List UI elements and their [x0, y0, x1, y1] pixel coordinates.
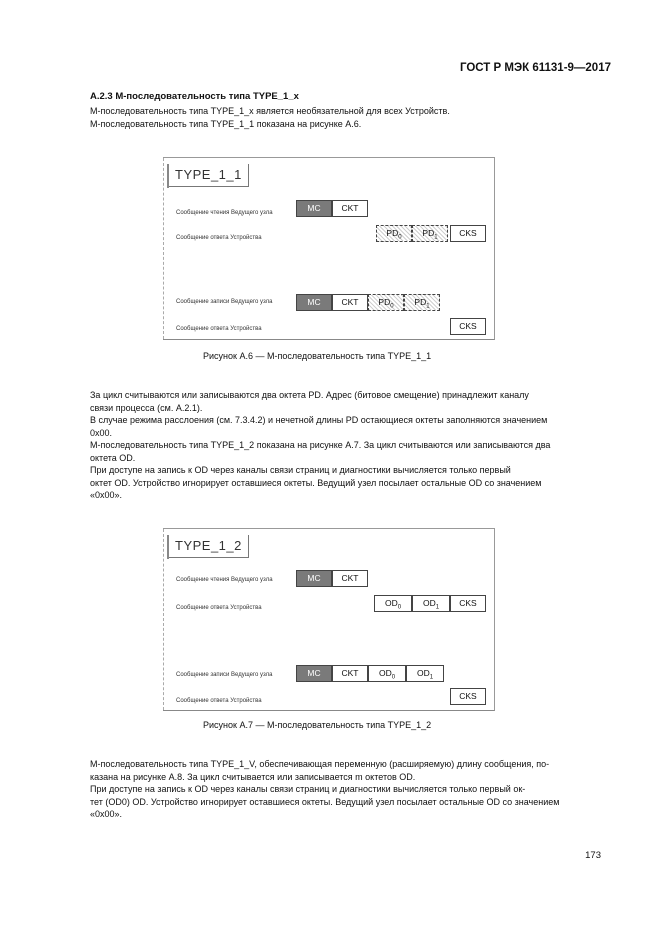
pd1-cell: $PD_1$: [404, 294, 440, 311]
pd0-cell: $PD_0$: [368, 294, 404, 311]
paragraph-line: октета OD.: [90, 452, 136, 463]
paragraph-line: октет OD. Устройство игнорирует оставшиеся октеты. Ведущий узел посылает остальные OD со значением: [90, 477, 542, 488]
paragraph-line: М-последовательность типа TYPE_1_V, обеспечивающая переменную (расширяемую) длину сообщения, по-: [90, 759, 550, 769]
row-label-master-read: Сообщение чтения Ведущего узла: [176, 577, 273, 583]
body-text-block-1: [90, 389, 598, 502]
row-label-master-write: Сообщение записи Ведущего узла: [176, 299, 273, 305]
section-title: A.2.3 М-последовательность типа TYPE_1_x: [90, 91, 299, 102]
mc-cell: MC: [296, 200, 332, 217]
ckt-cell: CKT: [332, 665, 368, 682]
cks-cell: CKS: [450, 688, 486, 705]
body-text-block-2: [90, 758, 598, 821]
paragraph-line: «0x00».: [90, 809, 123, 819]
ckt-cell: CKT: [332, 200, 368, 217]
page-number: 173: [585, 850, 601, 861]
row-label-device-reply: Сообщение ответа Устройства: [176, 326, 262, 332]
paragraph-line: За цикл считываются или записываются два октета PD. Адрес (битовое смещение) принадлежит каналу: [90, 390, 529, 400]
paragraph-line: В случае режима расслоения (см. 7.3.4.2) и нечетной длины PD остающиеся октеты заполняются значением: [90, 415, 548, 425]
pd0-cell: $PD_0$: [376, 225, 412, 242]
document-header: ГОСТ Р МЭК 61131-9—2017: [459, 62, 611, 74]
paragraph-line: тет (OD0) OD. Устройство игнорирует оставшиеся октеты. Ведущий узел посылает остальные OD со значением: [90, 796, 560, 807]
paragraph-line: связи процесса (см. А.2.1).: [90, 402, 203, 413]
mc-cell: MC: [296, 665, 332, 682]
paragraph-line: При доступе на запись к OD через каналы связи страниц и диагностики вычисляется только первый: [90, 465, 511, 475]
pd1-cell: $PD_1$: [412, 225, 448, 242]
row-label-device-reply: Сообщение ответа Устройства: [176, 605, 262, 611]
paragraph-line: 0x00.: [90, 427, 113, 438]
paragraph-line: М-последовательность типа TYPE_1_2 показана на рисунке А.7. За цикл считываются или записываются два: [90, 440, 551, 450]
od0-cell: $OD_0$: [374, 595, 412, 612]
od1-cell: $OD_1$: [406, 665, 444, 682]
cks-cell: CKS: [450, 595, 486, 612]
paragraph-line: «0x00».: [90, 490, 123, 500]
figure-a7: [163, 528, 495, 711]
paragraph-line: При доступе на запись к OD через каналы связи страниц и диагностики вычисляется только первый ок-: [90, 784, 526, 794]
row-label-device-reply: Сообщение ответа Устройства: [176, 698, 262, 704]
row-label-master-write: Сообщение записи Ведущего узла: [176, 672, 273, 678]
row-label-master-read: Сообщение чтения Ведущего узла: [176, 210, 273, 216]
intro-line-2: М-последовательность типа TYPE_1_1 показана на рисунке А.6.: [90, 119, 362, 129]
figure-a6: [163, 157, 495, 340]
row-label-device-reply: Сообщение ответа Устройства: [176, 235, 262, 241]
mc-cell: MC: [296, 570, 332, 587]
ckt-cell: CKT: [332, 294, 368, 311]
paragraph-line: казана на рисунке А.8. За цикл считывается или записывается m октетов OD.: [90, 771, 416, 782]
od0-cell: $OD_0$: [368, 665, 406, 682]
cks-cell: CKS: [450, 225, 486, 242]
mc-cell: MC: [296, 294, 332, 311]
intro-line-1: М-последовательность типа TYPE_1_x является необязательной для всех Устройств.: [90, 106, 450, 116]
figure-a7-title: TYPE_1_2: [169, 535, 249, 558]
cks-cell: CKS: [450, 318, 486, 335]
figure-a7-caption: Рисунок А.7 — М-последовательность типа TYPE_1_2: [203, 720, 432, 730]
figure-a6-title: TYPE_1_1: [169, 164, 249, 187]
ckt-cell: CKT: [332, 570, 368, 587]
od1-cell: $OD_1$: [412, 595, 450, 612]
figure-a6-caption: Рисунок А.6 — М-последовательность типа TYPE_1_1: [203, 351, 432, 361]
